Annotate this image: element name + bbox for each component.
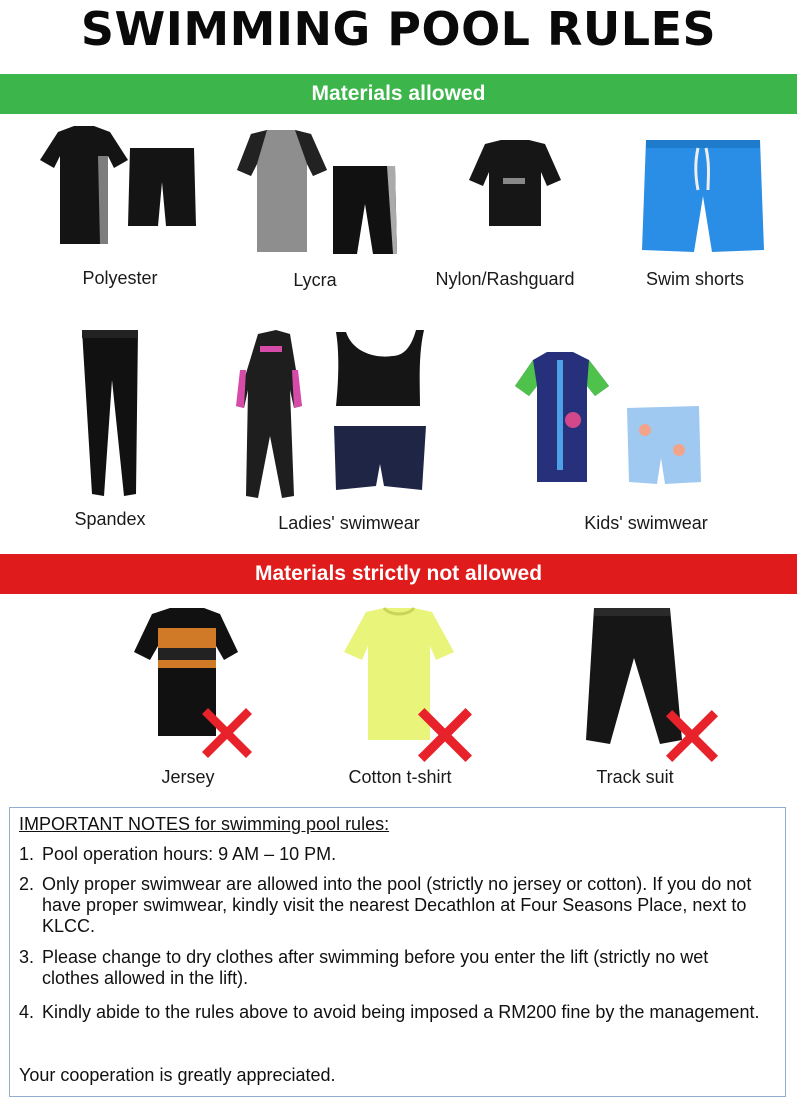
ladies-swimwear-icon (232, 326, 428, 500)
note-text: Please change to dry clothes after swimming before you enter the lift (strictly no wet clothes allowed in the lift). (42, 947, 709, 988)
note-number: 1. (19, 844, 35, 864)
not-allowed-item-label: Track suit (596, 767, 674, 787)
allowed-item-label: Spandex (74, 509, 146, 529)
allowed-item-label: Ladies' swimwear (278, 513, 420, 533)
note-text: Only proper swimwear are allowed into the pool (strictly no jersey or cotton). If you do not have proper swimwear, kindly visit the nearest Decathlon at Four Seasons Place, next to KLCC. (42, 874, 752, 936)
note-number: 4. (19, 1002, 35, 1022)
materials-allowed-header: Materials allowed (0, 74, 797, 114)
important-notes-box (9, 807, 786, 1097)
allowed-item-label: Lycra (293, 270, 337, 290)
not-allowed-item-label: Jersey (161, 767, 215, 787)
rashguard-icon (469, 140, 561, 226)
not-allowed-item-label: Cotton t-shirt (348, 767, 452, 787)
materials-not-allowed-header: Materials strictly not allowed (0, 554, 797, 594)
note-text: Kindly abide to the rules above to avoid being imposed a RM200 fine by the management. (42, 1002, 760, 1022)
cross-icon (666, 710, 718, 762)
page-title: SWIMMING POOL RULES (80, 2, 717, 56)
note-text: Pool operation hours: 9 AM – 10 PM. (42, 844, 337, 864)
closing-text: Your cooperation is greatly appreciated. (19, 1065, 336, 1085)
allowed-item-label: Swim shorts (645, 269, 745, 289)
cross-icon (418, 708, 472, 762)
allowed-item-label: Kids' swimwear (584, 513, 708, 533)
note-number: 3. (19, 947, 35, 967)
allowed-item-label: Polyester (82, 268, 158, 288)
polyester-sportswear-icon (38, 126, 198, 248)
allowed-item-label: Nylon/Rashguard (435, 269, 575, 289)
note-number: 2. (19, 874, 35, 894)
spandex-leggings-icon (80, 330, 140, 498)
lycra-swimwear-icon (237, 130, 402, 258)
kids-swimwear-icon (513, 350, 701, 486)
notes-title: IMPORTANT NOTES for swimming pool rules: (19, 814, 390, 834)
cross-icon (202, 708, 252, 758)
swim-shorts-icon (642, 140, 764, 252)
